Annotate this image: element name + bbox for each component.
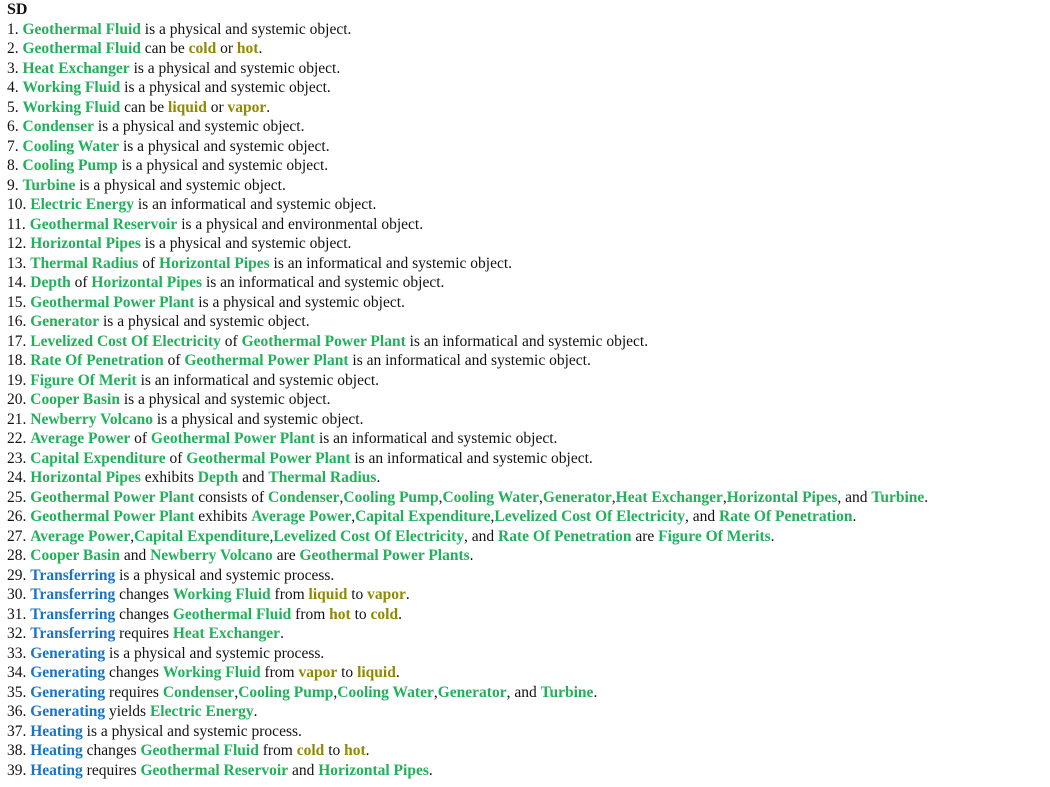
- object-name: Figure Of Merit: [30, 371, 137, 389]
- opl-sentence: [7, 761, 1047, 781]
- object-name: Cooling Water: [442, 488, 540, 506]
- sentence-text: 32.: [7, 625, 31, 642]
- sentence-text: .: [280, 625, 284, 642]
- object-name: Geothermal Reservoir: [29, 215, 178, 233]
- opl-sentence: [7, 176, 1047, 196]
- sentence-text: exhibits: [140, 469, 198, 486]
- state-name: liquid: [357, 664, 396, 681]
- sentence-text: 15.: [7, 293, 31, 311]
- sentence-text: ,: [490, 508, 495, 525]
- opl-sentence: [7, 624, 1047, 644]
- sentence-text: 8.: [7, 157, 23, 174]
- sentence-text: .: [852, 508, 857, 525]
- object-name: Generator: [542, 488, 612, 506]
- sentence-text: 26.: [7, 508, 31, 525]
- sentence-text: is an informatical and systemic object.: [405, 332, 649, 350]
- sentence-text: is an informatical and systemic object.: [133, 196, 377, 213]
- state-name: hot: [236, 40, 259, 57]
- sentence-text: or: [216, 40, 237, 57]
- opl-sentence: [7, 605, 1047, 625]
- sentence-text: to: [347, 586, 368, 603]
- state-name: cold: [188, 40, 217, 57]
- sentence-text: from: [258, 742, 297, 759]
- sentence-text: is a physical and systemic object.: [75, 176, 286, 194]
- opl-sentence: [7, 215, 1047, 235]
- opl-sentence: [7, 741, 1047, 761]
- sentence-text: of: [130, 430, 151, 447]
- sentence-text: ,: [722, 488, 727, 506]
- object-name: Horizontal Pipes: [159, 254, 270, 272]
- sentence-text: ,: [351, 508, 356, 525]
- sentence-text: 19.: [7, 371, 31, 389]
- object-name: Capital Expenditure: [134, 527, 270, 545]
- opl-sentence: [7, 702, 1047, 722]
- sentence-text: .: [395, 664, 400, 681]
- sentence-text: .: [258, 40, 263, 57]
- object-name: Levelized Cost Of Electricity: [494, 508, 686, 525]
- sentence-text: 1.: [7, 20, 23, 38]
- sentence-text: changes: [115, 586, 173, 603]
- sentence-text: 13.: [7, 254, 31, 272]
- sentence-text: 39.: [7, 761, 31, 779]
- object-name: Working Fluid: [162, 664, 261, 681]
- sentence-text: is a physical and environmental object.: [177, 215, 424, 233]
- process-name: Transferring: [30, 586, 116, 603]
- sentence-text: 22.: [7, 430, 31, 447]
- sentence-text: and: [288, 761, 319, 779]
- sentence-text: of: [163, 352, 185, 369]
- sentence-text: 18.: [7, 352, 31, 369]
- object-name: Geothermal Power Plant: [30, 508, 195, 525]
- object-name: Turbine: [540, 683, 594, 701]
- opl-sentence: [7, 234, 1047, 254]
- sentence-text: 31.: [7, 605, 31, 623]
- opl-sentence: [7, 20, 1047, 40]
- sentence-text: , and: [464, 527, 499, 545]
- opl-sentence: [7, 488, 1047, 508]
- object-name: Newberry Volcano: [30, 410, 153, 428]
- state-name: vapor: [298, 664, 338, 681]
- sentence-text: is a physical and systemic object.: [119, 137, 330, 155]
- sentence-text: requires: [115, 625, 173, 642]
- object-name: Cooling Water: [337, 683, 434, 701]
- sentence-text: 35.: [7, 683, 31, 701]
- object-name: Working Fluid: [172, 586, 271, 603]
- opl-document: [7, 0, 1047, 780]
- sentence-text: requires: [82, 761, 141, 779]
- opl-sentence: [7, 546, 1047, 566]
- opl-sentence: [7, 78, 1047, 98]
- opl-sentence: [7, 39, 1047, 59]
- sentence-text: is a physical and systemic process.: [82, 722, 302, 740]
- sentence-text: , and: [837, 488, 872, 506]
- sentence-text: ,: [333, 683, 338, 701]
- sentence-text: is a physical and systemic process.: [115, 566, 335, 584]
- sentence-text: to: [337, 664, 358, 681]
- sentence-text: .: [376, 469, 381, 486]
- opl-sentence: [7, 371, 1047, 391]
- state-name: liquid: [308, 586, 348, 603]
- sentence-text: 3.: [7, 59, 23, 77]
- sentence-text: of: [220, 332, 242, 350]
- opl-sentence: [7, 390, 1047, 410]
- opl-sentence: [7, 254, 1047, 274]
- process-name: Generating: [30, 664, 106, 681]
- opl-sentence: [7, 644, 1047, 664]
- sentence-text: .: [266, 98, 271, 116]
- sentence-text: is an informatical and systemic object.: [348, 352, 591, 369]
- object-name: Geothermal Power Plants: [299, 547, 470, 564]
- opl-sentence: [7, 273, 1047, 293]
- sentence-text: 11.: [7, 215, 30, 233]
- object-name: Cooper Basin: [30, 547, 120, 564]
- sentence-text: 5.: [7, 98, 23, 116]
- sentence-text: 4.: [7, 79, 23, 96]
- object-name: Condenser: [22, 118, 94, 135]
- sentence-text: 33.: [7, 644, 31, 662]
- object-name: Cooling Water: [22, 137, 120, 155]
- sentence-text: 12.: [7, 235, 31, 252]
- process-name: Generating: [30, 644, 106, 662]
- object-name: Depth: [30, 274, 71, 291]
- object-name: Cooling Pump: [238, 683, 334, 701]
- object-name: Levelized Cost Of Electricity: [30, 332, 221, 350]
- sentence-text: 25.: [7, 488, 31, 506]
- sentence-text: can be: [120, 98, 169, 116]
- object-name: Geothermal Fluid: [22, 20, 141, 38]
- state-name: vapor: [227, 98, 267, 116]
- sentence-text: consists of: [194, 488, 269, 506]
- opl-sentence: [7, 137, 1047, 157]
- object-name: Geothermal Power Plant: [30, 488, 195, 506]
- sentence-text: 24.: [7, 469, 31, 486]
- opl-sentence: [7, 507, 1047, 527]
- object-name: Geothermal Reservoir: [140, 761, 289, 779]
- sentence-text: 7.: [7, 137, 23, 155]
- sentence-text: from: [260, 664, 299, 681]
- object-name: Geothermal Power Plant: [241, 332, 406, 350]
- object-name: Capital Expenditure: [30, 449, 166, 467]
- sentence-text: , and: [506, 683, 541, 701]
- sentence-text: ,: [130, 527, 135, 545]
- object-name: Geothermal Fluid: [22, 40, 141, 57]
- sentence-text: .: [365, 742, 370, 759]
- sentence-text: is a physical and systemic object.: [119, 391, 331, 408]
- sentence-text: and: [238, 469, 269, 486]
- sentence-text: are: [631, 527, 659, 545]
- sentence-text: of: [70, 274, 92, 291]
- sentence-text: exhibits: [194, 508, 252, 525]
- sentence-text: 23.: [7, 449, 31, 467]
- sentence-text: is a physical and systemic object.: [93, 118, 305, 135]
- opl-sentence: [7, 468, 1047, 488]
- sentence-text: is an informatical and systemic object.: [202, 274, 445, 291]
- process-name: Generating: [30, 703, 106, 720]
- opl-sentence: [7, 59, 1047, 79]
- sentence-text: yields: [105, 703, 150, 720]
- state-name: hot: [329, 605, 351, 623]
- process-name: Heating: [30, 722, 83, 740]
- sentence-text: .: [398, 605, 402, 623]
- sentence-text: 37.: [7, 722, 31, 740]
- sentence-text: .: [253, 703, 258, 720]
- sentence-text: changes: [82, 742, 141, 759]
- state-name: cold: [370, 605, 399, 623]
- object-name: Thermal Radius: [30, 254, 139, 272]
- sentence-text: 36.: [7, 703, 31, 720]
- sentence-text: is a physical and systemic object.: [120, 79, 331, 96]
- state-name: vapor: [367, 586, 406, 603]
- object-name: Average Power: [30, 527, 131, 545]
- sentence-text: 21.: [7, 410, 31, 428]
- sentence-text: .: [469, 547, 474, 564]
- process-name: Heating: [30, 742, 83, 759]
- sentence-text: is a physical and systemic object.: [152, 410, 364, 428]
- object-name: Geothermal Power Plant: [150, 430, 316, 447]
- sentence-text: from: [270, 586, 309, 603]
- sentence-text: ,: [339, 488, 344, 506]
- object-name: Rate Of Penetration: [498, 527, 632, 545]
- object-name: Horizontal Pipes: [91, 274, 203, 291]
- opl-sentence: [7, 566, 1047, 586]
- opl-sentence: [7, 429, 1047, 449]
- opl-sentence: [7, 722, 1047, 742]
- object-name: Condenser: [162, 683, 235, 701]
- opl-sentence: [7, 585, 1047, 605]
- opl-sentence: [7, 195, 1047, 215]
- sentence-text: 10.: [7, 196, 31, 213]
- object-name: Rate Of Penetration: [719, 508, 853, 525]
- sentence-text: is a physical and systemic process.: [105, 644, 325, 662]
- sentence-text: 27.: [7, 527, 31, 545]
- opl-sentence: [7, 332, 1047, 352]
- opl-sentence: [7, 98, 1047, 118]
- sentence-text: is a physical and systemic object.: [117, 157, 329, 174]
- sentence-text: .: [924, 488, 929, 506]
- sentence-text: or: [206, 98, 228, 116]
- object-name: Horizontal Pipes: [726, 488, 838, 506]
- sentence-text: and: [119, 547, 151, 564]
- object-name: Figure Of Merits: [658, 527, 771, 545]
- sentence-text: 2.: [7, 40, 23, 57]
- object-name: Electric Energy: [149, 703, 254, 720]
- process-name: Transferring: [30, 566, 116, 584]
- object-name: Geothermal Power Plant: [184, 352, 349, 369]
- object-name: Heat Exchanger: [172, 625, 281, 642]
- sentence-text: is an informatical and systemic object.: [269, 254, 513, 272]
- sentence-text: .: [593, 683, 598, 701]
- opl-sentence-list: [7, 20, 1047, 781]
- sentence-text: of: [138, 254, 160, 272]
- opl-sentence: [7, 449, 1047, 469]
- sentence-text: 28.: [7, 547, 31, 564]
- opl-sentence: [7, 293, 1047, 313]
- sentence-text: changes: [105, 664, 163, 681]
- object-name: Electric Energy: [30, 196, 134, 213]
- sentence-text: is a physical and systemic object.: [194, 293, 405, 311]
- sentence-text: changes: [115, 605, 173, 623]
- sentence-text: to: [324, 742, 345, 759]
- sentence-text: are: [272, 547, 300, 564]
- state-name: hot: [344, 742, 366, 759]
- sentence-text: 9.: [7, 176, 23, 194]
- sentence-text: ,: [611, 488, 616, 506]
- sentence-text: , and: [685, 508, 720, 525]
- sentence-text: from: [291, 605, 330, 623]
- object-name: Working Fluid: [22, 98, 121, 116]
- process-name: Transferring: [30, 605, 116, 623]
- sentence-text: ,: [438, 488, 443, 506]
- object-name: Geothermal Fluid: [172, 605, 292, 623]
- sentence-text: is an informatical and systemic object.: [350, 449, 593, 467]
- object-name: Depth: [197, 469, 239, 486]
- object-name: Turbine: [22, 176, 76, 194]
- opl-sentence: [7, 351, 1047, 371]
- sentence-text: .: [405, 586, 410, 603]
- object-name: Rate Of Penetration: [30, 352, 164, 369]
- opl-sentence: [7, 683, 1047, 703]
- object-name: Horizontal Pipes: [318, 761, 429, 779]
- opl-sentence: [7, 410, 1047, 430]
- document-title: SD: [7, 1, 28, 18]
- sentence-text: is a physical and systemic object.: [140, 235, 352, 252]
- opl-sentence: [7, 156, 1047, 176]
- sentence-text: .: [770, 527, 775, 545]
- sentence-text: is an informatical and systemic object.: [136, 371, 380, 389]
- sentence-text: is an informatical and systemic object.: [315, 430, 558, 447]
- sentence-text: 30.: [7, 586, 31, 603]
- object-name: Heat Exchanger: [615, 488, 723, 506]
- opl-sentence: [7, 663, 1047, 683]
- object-name: Working Fluid: [22, 79, 121, 96]
- state-name: liquid: [168, 98, 207, 116]
- state-name: cold: [296, 742, 325, 759]
- sentence-text: can be: [140, 40, 189, 57]
- sentence-text: 29.: [7, 566, 31, 584]
- object-name: Generator: [30, 313, 100, 330]
- process-name: Generating: [30, 683, 106, 701]
- sentence-text: 34.: [7, 664, 31, 681]
- sentence-text: to: [350, 605, 371, 623]
- object-name: Capital Expenditure: [355, 508, 491, 525]
- opl-sentence: [7, 312, 1047, 332]
- sentence-text: ,: [234, 683, 239, 701]
- object-name: Heat Exchanger: [22, 59, 130, 77]
- sentence-text: requires: [105, 683, 163, 701]
- object-name: Cooling Pump: [22, 157, 118, 174]
- object-name: Average Power: [30, 430, 131, 447]
- process-name: Heating: [30, 761, 83, 779]
- sentence-text: of: [165, 449, 187, 467]
- object-name: Cooper Basin: [30, 391, 120, 408]
- sentence-text: is a physical and systemic object.: [140, 20, 352, 38]
- sentence-text: 17.: [7, 332, 31, 350]
- sentence-text: ,: [433, 683, 438, 701]
- object-name: Generator: [437, 683, 507, 701]
- object-name: Geothermal Fluid: [140, 742, 259, 759]
- object-name: Horizontal Pipes: [30, 235, 141, 252]
- opl-sentence: [7, 527, 1047, 547]
- object-name: Turbine: [871, 488, 925, 506]
- sentence-text: ,: [539, 488, 543, 506]
- object-name: Newberry Volcano: [150, 547, 273, 564]
- sentence-text: 6.: [7, 118, 23, 135]
- object-name: Horizontal Pipes: [30, 469, 141, 486]
- object-name: Geothermal Power Plant: [30, 293, 195, 311]
- sentence-text: ,: [269, 527, 274, 545]
- object-name: Thermal Radius: [268, 469, 377, 486]
- sentence-text: is a physical and systemic object.: [129, 59, 341, 77]
- object-name: Average Power: [251, 508, 352, 525]
- sentence-text: 38.: [7, 742, 31, 759]
- opl-sentence: [7, 117, 1047, 137]
- object-name: Cooling Pump: [343, 488, 439, 506]
- object-name: Condenser: [268, 488, 340, 506]
- object-name: Geothermal Power Plant: [186, 449, 351, 467]
- object-name: Levelized Cost Of Electricity: [273, 527, 465, 545]
- sentence-text: 16.: [7, 313, 31, 330]
- sentence-text: is a physical and systemic object.: [99, 313, 310, 330]
- sentence-text: .: [428, 761, 433, 779]
- process-name: Transferring: [30, 625, 116, 642]
- sentence-text: 14.: [7, 274, 31, 291]
- sentence-text: 20.: [7, 391, 31, 408]
